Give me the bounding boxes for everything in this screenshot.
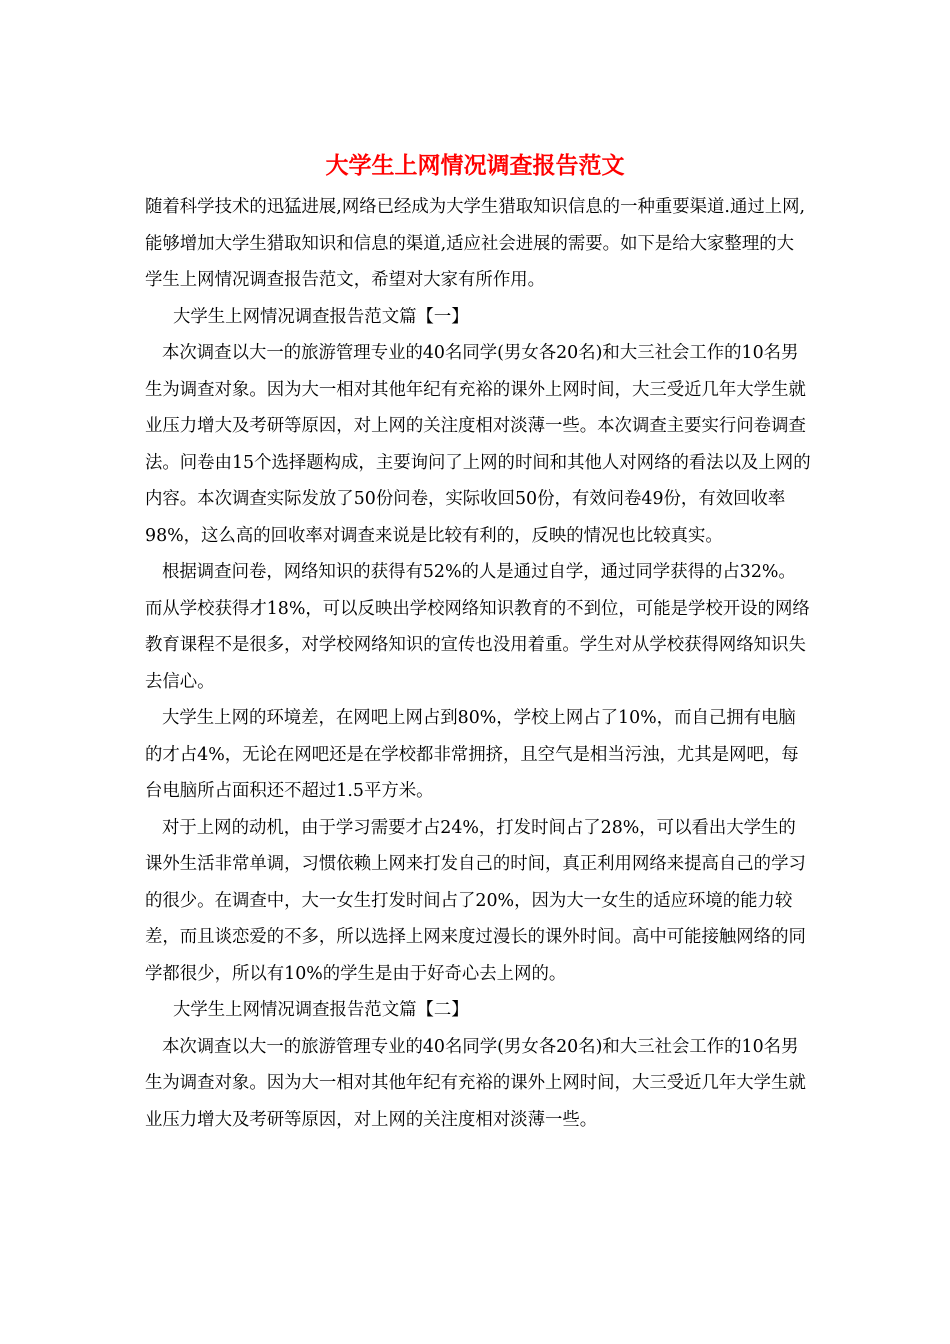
document-title: 大学生上网情况调查报告范文 bbox=[325, 152, 625, 179]
section-1-heading: 大学生上网情况调查报告范文篇【一】 bbox=[173, 306, 469, 327]
document-body bbox=[145, 189, 811, 1138]
section-1-paragraph: 大学生上网的环境差，在网吧上网占到80%，学校上网占了10%，而自己拥有电脑的才占4%，无论在网吧还是在学校都非常拥挤，且空气是相当污浊，尤其是网吧，每台电脑所占面积还不超过1.5平方米。 bbox=[145, 708, 799, 801]
section-2-paragraph: 本次调查以大一的旅游管理专业的40名同学(男女各20名)和大三社会工作的10名男生为调查对象。因为大一相对其他年纪有充裕的课外上网时间，大三受近几年大学生就业压力增大及考研等原因，对上网的关注度相对淡薄一些。 bbox=[145, 1036, 806, 1130]
section-1-paragraph: 根据调查问卷，网络知识的获得有52%的人是通过自学，通过同学获得的占32%。而从学校获得才18%，可以反映出学校网络知识教育的不到位，可能是学校开设的网络教育课程不是很多，对学校网络知识的宣传也没用着重。学生对从学校获得网络知识失去信心。 bbox=[145, 562, 810, 692]
section-2-heading: 大学生上网情况调查报告范文篇【二】 bbox=[173, 1000, 469, 1020]
section-1-paragraph: 本次调查以大一的旅游管理专业的40名同学(男女各20名)和大三社会工作的10名男生为调查对象。因为大一相对其他年纪有充裕的课外上网时间，大三受近几年大学生就业压力增大及考研等原因，对上网的关注度相对淡薄一些。本次调查主要实行问卷调查法。问卷由15个选择题构成，主要询问了上网的时间和其他人对网络的看法以及上网的内容。本次调查实际发放了50份问卷，实际收回50份，有效问卷49份，有效回收率98%，这么高的回收率对调查来说是比较有利的，反映的情况也比较真实。 bbox=[145, 343, 811, 546]
intro-paragraph: 随着科学技术的迅猛进展,网络已经成为大学生猎取知识信息的一种重要渠道.通过上网,能够增加大学生猎取知识和信息的渠道,适应社会进展的需要。如下是给大家整理的大学生上网情况调查报告范文，希望对大家有所作用。 bbox=[145, 197, 806, 290]
section-1-paragraph: 对于上网的动机，由于学习需要才占24%，打发时间占了28%，可以看出大学生的课外生活非常单调，习惯依赖上网来打发自己的时间，真正利用网络来提高自己的学习的很少。在调查中，大一女生打发时间占了20%，因为大一女生的适应环境的能力较差，而且谈恋爱的不多，所以选择上网来度过漫长的课外时间。高中可能接触网络的同学都很少，所以有10%的学生是由于好奇心去上网的。 bbox=[145, 817, 806, 984]
